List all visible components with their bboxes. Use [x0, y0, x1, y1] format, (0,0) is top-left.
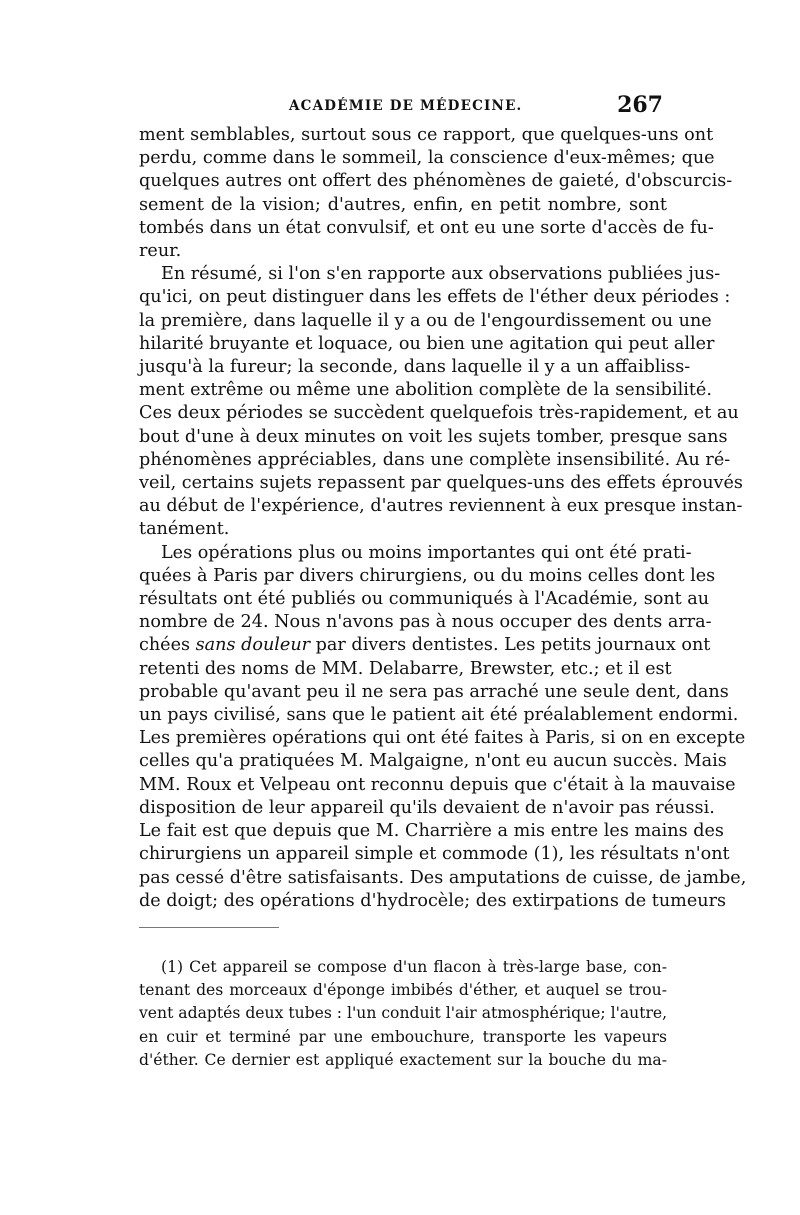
text-line: probable qu'avant peu il ne sera pas arraché une seule dent, dans: [139, 681, 729, 702]
page-number: 267: [617, 92, 663, 118]
text-line: ment semblables, surtout sous ce rapport, que quelques-uns ont: [139, 125, 714, 145]
text-line: En résumé, si l'on s'en rapporte aux observations publiées jus-: [161, 264, 721, 285]
text-line: de doigt; des opérations d'hydrocèle; des extirpations de tumeurs: [139, 890, 727, 911]
text-line: MM. Roux et Velpeau ont reconnu depuis que c'était à la mauvaise: [139, 774, 736, 795]
paragraph-operations: [139, 542, 747, 913]
text-line: hilarité bruyante et loquace, ou bien une agitation qui peut aller: [139, 333, 715, 354]
footnote-line: vent adaptés deux tubes : l'un conduit l'air atmosphérique; l'autre,: [139, 1004, 668, 1023]
running-title: ACADÉMIE DE MÉDECINE.: [289, 98, 523, 114]
text-line: sement de la vision; d'autres, enfin, en petit nombre, sont: [139, 194, 667, 215]
italic-phrase: sans douleur: [195, 635, 311, 656]
text-line: jusqu'à la fureur; la seconde, dans laquelle il y a un affaibliss-: [139, 357, 691, 378]
text-line: la première, dans laquelle il y a ou de l'engourdissement ou une: [139, 310, 712, 331]
text-line: celles qu'a pratiquées M. Malgaigne, n'ont eu aucun succès. Mais: [139, 751, 727, 772]
text-line: perdu, comme dans le sommeil, la conscience d'eux-mêmes; que: [139, 148, 715, 169]
text-line: veil, certains sujets repassent par quelques-uns des effets éprouvés: [139, 473, 743, 494]
paragraph-summary: [139, 263, 743, 541]
paragraph-continuation: [139, 124, 733, 263]
text-line: ment extrême ou même une abolition complète de la sensibilité.: [139, 380, 712, 401]
text-line: au début de l'expérience, d'autres reviennent à eux presque instan-: [139, 496, 743, 517]
text-line: disposition de leur appareil qu'ils devaient de n'avoir pas réussi.: [139, 797, 715, 818]
footnote-separator: [139, 927, 279, 928]
text-line: tombés dans un état convulsif, et ont eu une sorte d'accès de fu-: [139, 217, 714, 238]
footnote: [139, 956, 667, 1072]
text-line: Le fait est que depuis que M. Charrière a mis entre les mains des: [139, 821, 724, 842]
text-line: un pays civilisé, sans que le patient ait été préalablement endormi.: [139, 705, 739, 726]
text-line: Ces deux périodes se succèdent quelquefois très-rapidement, et au: [139, 403, 739, 424]
text-line: reur.: [139, 241, 182, 262]
book-page: [139, 92, 747, 1072]
page-header: [139, 92, 667, 122]
text-line: pas cessé d'être satisfaisants. Des amputations de cuisse, de jambe,: [139, 867, 747, 888]
text-line-with-italic: chées sans douleur par divers dentistes. Les petits journaux ont: [139, 635, 711, 656]
text-line: Les premières opérations qui ont été faites à Paris, si on en excepte: [139, 728, 746, 749]
text-line: tanément.: [139, 519, 230, 540]
text-line: Les opérations plus ou moins importantes qui ont été prati-: [161, 542, 692, 563]
text-line: qu'ici, on peut distinguer dans les effets de l'éther deux périodes :: [139, 287, 731, 308]
text-line: quées à Paris par divers chirurgiens, ou du moins celles dont les: [139, 565, 716, 586]
text-line: phénomènes appréciables, dans une complète insensibilité. Au ré-: [139, 449, 731, 470]
footnote-line: d'éther. Ce dernier est appliqué exactement sur la bouche du ma-: [139, 1050, 667, 1069]
text-line: quelques autres ont offert des phénomènes de gaieté, d'obscurcis-: [139, 171, 733, 192]
text-line: retenti des noms de MM. Delabarre, Brewster, etc.; et il est: [139, 658, 672, 679]
body-text: [139, 124, 747, 913]
text-line: résultats ont été publiés ou communiqués à l'Académie, sont au: [139, 589, 710, 610]
text-line: bout d'une à deux minutes on voit les sujets tomber, presque sans: [139, 426, 728, 447]
text-line: chirurgiens un appareil simple et commode (1), les résultats n'ont: [139, 844, 730, 865]
footnote-line: (1) Cet appareil se compose d'un flacon à très-large base, con-: [161, 957, 667, 976]
text-line: nombre de 24. Nous n'avons pas à nous occuper des dents arra-: [139, 612, 712, 633]
footnote-line: en cuir et terminé par une embouchure, transporte les vapeurs: [139, 1027, 667, 1046]
footnote-line: tenant des morceaux d'éponge imbibés d'éther, et auquel se trou-: [139, 981, 667, 1000]
